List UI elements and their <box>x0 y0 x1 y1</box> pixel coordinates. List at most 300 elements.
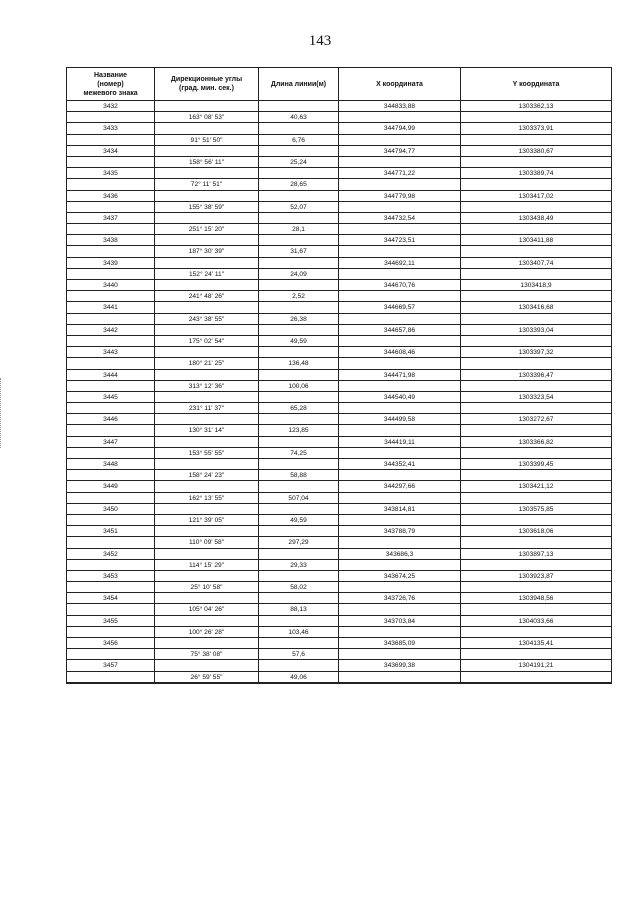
line-length: 24,09 <box>258 269 338 280</box>
direction-angle: 100° 26' 28" <box>154 627 258 638</box>
y-coordinate: 1303380,67 <box>460 146 611 157</box>
table-row-point <box>67 101 611 112</box>
line-length: 88,13 <box>258 604 338 615</box>
line-length: 103,46 <box>258 627 338 638</box>
table-row-point <box>67 437 611 448</box>
x-coordinate: 344670,76 <box>338 280 460 291</box>
empty-cell <box>338 336 460 347</box>
point-name: 3442 <box>67 325 154 336</box>
empty-cell <box>460 493 611 504</box>
y-coordinate: 1304033,66 <box>460 616 611 627</box>
line-length: 49,59 <box>258 515 338 526</box>
empty-cell <box>460 179 611 190</box>
table-row-point <box>67 370 611 381</box>
table-row-segment <box>67 358 611 369</box>
empty-cell <box>338 381 460 392</box>
line-length: 65,28 <box>258 403 338 414</box>
x-coordinate: 343686,3 <box>338 549 460 560</box>
point-name: 3453 <box>67 571 154 582</box>
coordinates-table <box>66 67 612 684</box>
line-length: 29,33 <box>258 560 338 571</box>
point-name: 3434 <box>67 146 154 157</box>
empty-cell <box>460 470 611 481</box>
empty-cell <box>258 459 338 470</box>
x-coordinate: 344540,49 <box>338 392 460 403</box>
empty-cell <box>460 157 611 168</box>
empty-cell <box>460 537 611 548</box>
empty-cell <box>338 291 460 302</box>
line-length: 57,6 <box>258 649 338 660</box>
point-name: 3441 <box>67 302 154 313</box>
empty-cell <box>258 526 338 537</box>
table-row-point <box>67 481 611 492</box>
empty-cell <box>338 582 460 593</box>
y-coordinate: 1303397,32 <box>460 347 611 358</box>
x-coordinate: 343788,79 <box>338 526 460 537</box>
empty-cell <box>258 325 338 336</box>
empty-cell <box>258 168 338 179</box>
empty-cell <box>338 493 460 504</box>
table-header <box>67 68 611 101</box>
x-coordinate: 344297,66 <box>338 481 460 492</box>
table-row-point <box>67 258 611 269</box>
line-length: 507,04 <box>258 493 338 504</box>
point-name: 3454 <box>67 593 154 604</box>
empty-cell <box>154 549 258 560</box>
table-row-segment <box>67 179 611 190</box>
point-name: 3449 <box>67 481 154 492</box>
table-row-segment <box>67 291 611 302</box>
x-coordinate: 343674,25 <box>338 571 460 582</box>
empty-cell <box>154 325 258 336</box>
empty-cell <box>460 112 611 123</box>
point-name: 3443 <box>67 347 154 358</box>
x-coordinate: 344732,54 <box>338 213 460 224</box>
empty-cell <box>258 370 338 381</box>
y-coordinate: 1303373,91 <box>460 123 611 134</box>
binding-margin-mark <box>0 378 3 448</box>
empty-cell <box>67 649 154 660</box>
empty-cell <box>460 291 611 302</box>
point-name: 3450 <box>67 504 154 515</box>
y-coordinate: 1303416,68 <box>460 302 611 313</box>
empty-cell <box>338 448 460 459</box>
direction-angle: 114° 15' 29" <box>154 560 258 571</box>
table-row-point <box>67 235 611 246</box>
line-length: 28,1 <box>258 224 338 235</box>
table-row-point <box>67 459 611 470</box>
empty-cell <box>67 224 154 235</box>
table-row-segment <box>67 314 611 325</box>
empty-cell <box>258 347 338 358</box>
empty-cell <box>338 672 460 683</box>
empty-cell <box>67 135 154 146</box>
empty-cell <box>338 403 460 414</box>
empty-cell <box>460 403 611 414</box>
empty-cell <box>338 470 460 481</box>
y-coordinate: 1303407,74 <box>460 258 611 269</box>
y-coordinate: 1304191,21 <box>460 660 611 671</box>
empty-cell <box>258 258 338 269</box>
empty-cell <box>460 627 611 638</box>
x-coordinate: 344669,57 <box>338 302 460 313</box>
table-row-point <box>67 549 611 560</box>
x-coordinate: 343703,84 <box>338 616 460 627</box>
empty-cell <box>154 235 258 246</box>
y-coordinate: 1303438,49 <box>460 213 611 224</box>
direction-angle: 158° 56' 11" <box>154 157 258 168</box>
direction-angle: 130° 31' 14" <box>154 425 258 436</box>
empty-cell <box>460 358 611 369</box>
line-length: 6,76 <box>258 135 338 146</box>
x-coordinate: 344657,86 <box>338 325 460 336</box>
line-length: 123,85 <box>258 425 338 436</box>
empty-cell <box>154 302 258 313</box>
line-length: 74,25 <box>258 448 338 459</box>
x-coordinate: 344723,51 <box>338 235 460 246</box>
empty-cell <box>460 672 611 683</box>
empty-cell <box>67 336 154 347</box>
empty-cell <box>338 604 460 615</box>
x-coordinate: 344794,99 <box>338 123 460 134</box>
empty-cell <box>460 560 611 571</box>
empty-cell <box>67 493 154 504</box>
header-y: Y координата <box>460 68 611 100</box>
table-row-segment <box>67 202 611 213</box>
empty-cell <box>338 246 460 257</box>
table-row-segment <box>67 224 611 235</box>
point-name: 3444 <box>67 370 154 381</box>
table-row-point <box>67 616 611 627</box>
empty-cell <box>258 146 338 157</box>
point-name: 3447 <box>67 437 154 448</box>
line-length: 58,02 <box>258 582 338 593</box>
empty-cell <box>258 593 338 604</box>
direction-angle: 121° 39' 05" <box>154 515 258 526</box>
empty-cell <box>67 560 154 571</box>
line-length: 2,52 <box>258 291 338 302</box>
empty-cell <box>460 202 611 213</box>
empty-cell <box>460 425 611 436</box>
y-coordinate: 1303418,9 <box>460 280 611 291</box>
empty-cell <box>258 123 338 134</box>
table-row-segment <box>67 627 611 638</box>
point-name: 3448 <box>67 459 154 470</box>
x-coordinate: 344771,22 <box>338 168 460 179</box>
table-row-point <box>67 526 611 537</box>
point-name: 3432 <box>67 101 154 112</box>
table-row-segment <box>67 336 611 347</box>
table-row-segment <box>67 448 611 459</box>
direction-angle: 72° 11' 51" <box>154 179 258 190</box>
empty-cell <box>154 481 258 492</box>
page-number: 143 <box>308 33 332 49</box>
line-length: 136,48 <box>258 358 338 369</box>
empty-cell <box>67 470 154 481</box>
empty-cell <box>67 672 154 683</box>
table-row-segment <box>67 135 611 146</box>
header-x: Х координата <box>338 68 460 100</box>
y-coordinate: 1304135,41 <box>460 638 611 649</box>
direction-angle: 152° 24' 11" <box>154 269 258 280</box>
table-row-segment <box>67 515 611 526</box>
empty-cell <box>258 660 338 671</box>
empty-cell <box>154 370 258 381</box>
line-length: 28,65 <box>258 179 338 190</box>
empty-cell <box>154 146 258 157</box>
empty-cell <box>154 101 258 112</box>
line-length: 58,88 <box>258 470 338 481</box>
y-coordinate: 1303948,56 <box>460 593 611 604</box>
y-coordinate: 1303366,82 <box>460 437 611 448</box>
y-coordinate: 1303417,02 <box>460 191 611 202</box>
empty-cell <box>338 425 460 436</box>
line-length: 297,29 <box>258 537 338 548</box>
direction-angle: 163° 08' 53" <box>154 112 258 123</box>
point-name: 3433 <box>67 123 154 134</box>
empty-cell <box>258 302 338 313</box>
direction-angle: 162° 13' 55" <box>154 493 258 504</box>
table-row-segment <box>67 582 611 593</box>
point-name: 3445 <box>67 392 154 403</box>
empty-cell <box>154 414 258 425</box>
table-row-point <box>67 325 611 336</box>
table-row-point <box>67 168 611 179</box>
table-row-segment <box>67 425 611 436</box>
point-name: 3456 <box>67 638 154 649</box>
empty-cell <box>154 258 258 269</box>
empty-cell <box>338 135 460 146</box>
x-coordinate: 344419,11 <box>338 437 460 448</box>
empty-cell <box>258 191 338 202</box>
empty-cell <box>460 649 611 660</box>
empty-cell <box>154 571 258 582</box>
x-coordinate: 344779,98 <box>338 191 460 202</box>
empty-cell <box>460 448 611 459</box>
empty-cell <box>338 358 460 369</box>
empty-cell <box>154 459 258 470</box>
line-length: 52,07 <box>258 202 338 213</box>
point-name: 3435 <box>67 168 154 179</box>
empty-cell <box>338 314 460 325</box>
table-row-point <box>67 638 611 649</box>
empty-cell <box>154 123 258 134</box>
line-length: 40,63 <box>258 112 338 123</box>
table-row-point <box>67 146 611 157</box>
y-coordinate: 1303575,85 <box>460 504 611 515</box>
table-row-segment <box>67 269 611 280</box>
empty-cell <box>338 179 460 190</box>
empty-cell <box>460 336 611 347</box>
empty-cell <box>338 202 460 213</box>
empty-cell <box>67 381 154 392</box>
y-coordinate: 1303618,06 <box>460 526 611 537</box>
direction-angle: 91° 51' 50" <box>154 135 258 146</box>
x-coordinate: 343699,38 <box>338 660 460 671</box>
table-row-segment <box>67 403 611 414</box>
line-length: 31,67 <box>258 246 338 257</box>
empty-cell <box>338 269 460 280</box>
direction-angle: 75° 38' 08" <box>154 649 258 660</box>
empty-cell <box>338 537 460 548</box>
direction-angle: 251° 15' 20" <box>154 224 258 235</box>
y-coordinate: 1303897,13 <box>460 549 611 560</box>
table-row-segment <box>67 493 611 504</box>
empty-cell <box>460 224 611 235</box>
empty-cell <box>67 202 154 213</box>
table-row-point <box>67 123 611 134</box>
empty-cell <box>154 616 258 627</box>
empty-cell <box>67 537 154 548</box>
empty-cell <box>67 157 154 168</box>
table-row-segment <box>67 112 611 123</box>
table-row-point <box>67 213 611 224</box>
empty-cell <box>460 515 611 526</box>
empty-cell <box>154 347 258 358</box>
empty-cell <box>154 280 258 291</box>
point-name: 3455 <box>67 616 154 627</box>
empty-cell <box>460 246 611 257</box>
x-coordinate: 344692,11 <box>338 258 460 269</box>
line-length: 25,24 <box>258 157 338 168</box>
line-length: 49,06 <box>258 672 338 683</box>
point-name: 3439 <box>67 258 154 269</box>
empty-cell <box>258 481 338 492</box>
empty-cell <box>258 392 338 403</box>
y-coordinate: 1303923,87 <box>460 571 611 582</box>
point-name: 3440 <box>67 280 154 291</box>
direction-angle: 155° 38' 59" <box>154 202 258 213</box>
line-length: 49,59 <box>258 336 338 347</box>
direction-angle: 25° 10' 58" <box>154 582 258 593</box>
empty-cell <box>338 649 460 660</box>
empty-cell <box>67 112 154 123</box>
y-coordinate: 1303323,54 <box>460 392 611 403</box>
empty-cell <box>338 515 460 526</box>
table-row-segment <box>67 381 611 392</box>
empty-cell <box>67 291 154 302</box>
empty-cell <box>67 314 154 325</box>
direction-angle: 243° 38' 55" <box>154 314 258 325</box>
table-row-segment <box>67 560 611 571</box>
empty-cell <box>460 604 611 615</box>
empty-cell <box>154 660 258 671</box>
line-length: 26,38 <box>258 314 338 325</box>
empty-cell <box>67 403 154 414</box>
point-name: 3438 <box>67 235 154 246</box>
x-coordinate: 344499,58 <box>338 414 460 425</box>
empty-cell <box>154 392 258 403</box>
empty-cell <box>338 157 460 168</box>
table-row-segment <box>67 604 611 615</box>
y-coordinate: 1303396,47 <box>460 370 611 381</box>
empty-cell <box>338 627 460 638</box>
empty-cell <box>258 616 338 627</box>
empty-cell <box>258 504 338 515</box>
table-row-point <box>67 191 611 202</box>
table-row-segment <box>67 537 611 548</box>
empty-cell <box>258 235 338 246</box>
x-coordinate: 344608,46 <box>338 347 460 358</box>
header-name: Название (номер) межевого знака <box>83 71 138 97</box>
empty-cell <box>67 358 154 369</box>
empty-cell <box>154 213 258 224</box>
table-row-point <box>67 347 611 358</box>
direction-angle: 313° 12' 36" <box>154 381 258 392</box>
table-row-point <box>67 571 611 582</box>
empty-cell <box>460 269 611 280</box>
direction-angle: 180° 21' 25" <box>154 358 258 369</box>
y-coordinate: 1303389,74 <box>460 168 611 179</box>
table-row-segment <box>67 157 611 168</box>
empty-cell <box>258 101 338 112</box>
empty-cell <box>258 437 338 448</box>
y-coordinate: 1303399,45 <box>460 459 611 470</box>
table-row-point <box>67 302 611 313</box>
empty-cell <box>67 582 154 593</box>
empty-cell <box>338 112 460 123</box>
x-coordinate: 344794,77 <box>338 146 460 157</box>
x-coordinate: 343685,09 <box>338 638 460 649</box>
point-name: 3436 <box>67 191 154 202</box>
table-row-point <box>67 504 611 515</box>
empty-cell <box>67 627 154 638</box>
point-name: 3457 <box>67 660 154 671</box>
direction-angle: 231° 11' 37" <box>154 403 258 414</box>
x-coordinate: 343814,81 <box>338 504 460 515</box>
y-coordinate: 1303393,04 <box>460 325 611 336</box>
point-name: 3437 <box>67 213 154 224</box>
empty-cell <box>67 269 154 280</box>
direction-angle: 241° 48' 26" <box>154 291 258 302</box>
direction-angle: 110° 09' 58" <box>154 537 258 548</box>
direction-angle: 187° 30' 39" <box>154 246 258 257</box>
x-coordinate: 344833,88 <box>338 101 460 112</box>
direction-angle: 158° 24' 23" <box>154 470 258 481</box>
y-coordinate: 1303362,13 <box>460 101 611 112</box>
table-row-segment <box>67 470 611 481</box>
point-name: 3452 <box>67 549 154 560</box>
empty-cell <box>154 526 258 537</box>
empty-cell <box>258 638 338 649</box>
table-row-point <box>67 593 611 604</box>
y-coordinate: 1303411,88 <box>460 235 611 246</box>
empty-cell <box>154 593 258 604</box>
empty-cell <box>67 448 154 459</box>
empty-cell <box>154 504 258 515</box>
empty-cell <box>338 224 460 235</box>
header-length: Длина линии(м) <box>258 68 338 100</box>
table-row-segment <box>67 672 611 683</box>
empty-cell <box>258 280 338 291</box>
y-coordinate: 1303421,12 <box>460 481 611 492</box>
table-row-point <box>67 280 611 291</box>
empty-cell <box>258 549 338 560</box>
empty-cell <box>67 515 154 526</box>
direction-angle: 26° 59' 55" <box>154 672 258 683</box>
header-angles: Дирекционные углы (град. мин. сек.) <box>154 68 258 100</box>
y-coordinate: 1303272,67 <box>460 414 611 425</box>
x-coordinate: 344352,41 <box>338 459 460 470</box>
empty-cell <box>67 425 154 436</box>
empty-cell <box>154 168 258 179</box>
empty-cell <box>67 604 154 615</box>
point-name: 3446 <box>67 414 154 425</box>
empty-cell <box>258 571 338 582</box>
empty-cell <box>154 437 258 448</box>
direction-angle: 153° 55' 55" <box>154 448 258 459</box>
empty-cell <box>67 246 154 257</box>
